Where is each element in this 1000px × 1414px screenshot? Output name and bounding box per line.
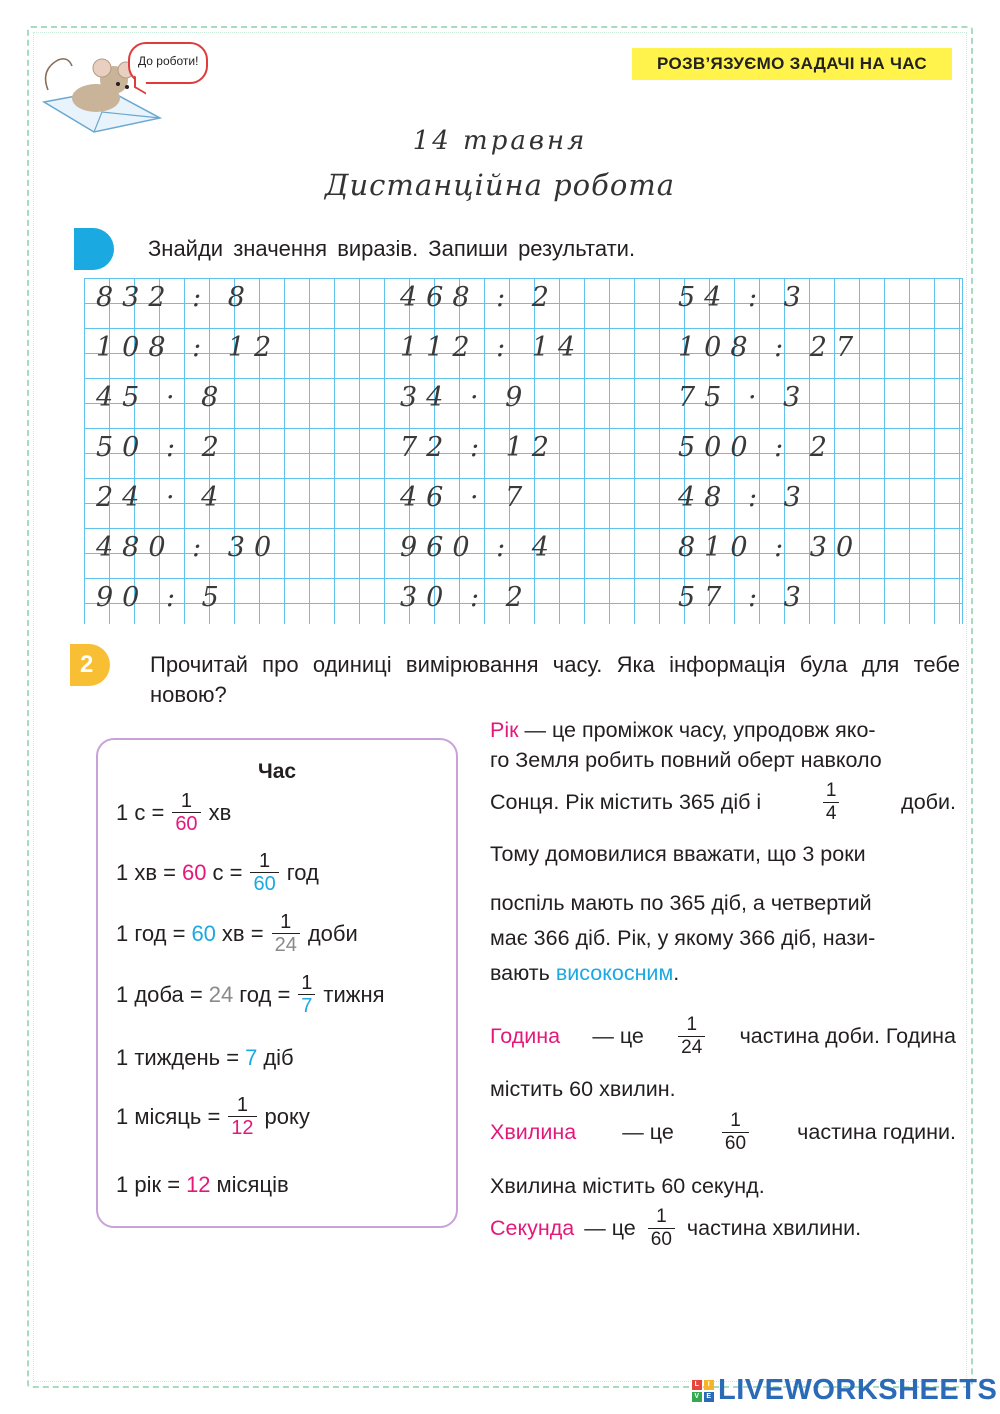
logo-mark-icon: L I V E xyxy=(692,1380,714,1402)
expression: 112 : 14 xyxy=(400,332,585,363)
expression: 72 : 12 xyxy=(400,432,558,463)
expression: 46 · 7 xyxy=(400,482,532,513)
minute-term: Хвилина xyxy=(490,1120,577,1144)
time-row: 1 рік = 12 місяців xyxy=(116,1172,289,1197)
fraction: $\frac{1}{60}$ xyxy=(250,850,278,895)
year-paragraph-line: Рік — це проміжок часу, упродовж яко- xyxy=(490,718,876,742)
expression: 24 · 4 xyxy=(96,482,228,513)
time-row: 1 місяць = $\frac{1}{12}$ року xyxy=(116,1094,310,1139)
expression: 34 · 9 xyxy=(400,382,532,413)
box-title: Час xyxy=(257,760,297,783)
fraction: $\frac{1}{4}$ xyxy=(823,780,840,825)
hour-paragraph-line: Година — це $\frac{1}{24}$ частина доби. Година xyxy=(490,1014,956,1058)
second-paragraph-line: Секунда — це $\frac{1}{60}$ частина хвилини. xyxy=(490,1206,862,1250)
hour-paragraph-line: містить 60 хвилин. xyxy=(490,1077,676,1101)
time-units-box xyxy=(96,738,458,1228)
year-paragraph-line: має 366 діб. Рік, у якому 366 діб, нази- xyxy=(490,926,876,950)
time-row: 1 хв = 60 с = $\frac{1}{60}$ год xyxy=(116,850,319,895)
fraction: $\frac{1}{7}$ xyxy=(298,972,315,1017)
fraction: $\frac{1}{24}$ xyxy=(272,911,300,956)
expression: 50 : 2 xyxy=(96,432,228,463)
year-paragraph-line: вають високосним . xyxy=(490,961,680,985)
expression: 30 : 2 xyxy=(400,582,532,613)
expression: 45 · 8 xyxy=(96,382,228,413)
task2-instruction: Прочитай про одиниці вимірювання часу. Яка інформація була для тебе новою? xyxy=(150,652,960,707)
fraction: $\frac{1}{12}$ xyxy=(228,1094,256,1139)
task1-instruction: Знайди значення виразів. Запиши результати. xyxy=(148,236,636,261)
time-row: 1 с = $\frac{1}{60}$ хв xyxy=(116,790,232,835)
expression: 48 : 3 xyxy=(678,482,810,513)
expression: 90 : 5 xyxy=(96,582,228,613)
year-paragraph-line: го Земля робить повний оберт навколо xyxy=(490,748,882,772)
squared-grid xyxy=(84,278,963,624)
task-number-1: 1 xyxy=(74,228,114,270)
section-title: РОЗВ’ЯЗУЄМО ЗАДАЧІ НА ЧАС xyxy=(632,48,952,80)
expression: 480 : 30 xyxy=(96,532,281,563)
speech-bubble: До роботи! xyxy=(128,42,208,84)
leap-year-term: високосним xyxy=(555,961,674,985)
year-paragraph-line: Сонця. Рік містить 365 діб і $\frac{1}{4}$ доби. xyxy=(490,780,956,824)
fraction: $\frac{1}{60}$ xyxy=(172,790,200,835)
minute-paragraph-line: Хвилина містить 60 секунд. xyxy=(490,1174,765,1198)
fraction: $\frac{1}{24}$ xyxy=(678,1014,705,1059)
time-row: 1 доба = 24 год = $\frac{1}{7}$ тижня xyxy=(116,972,385,1017)
year-term: Рік xyxy=(490,718,519,742)
expression: 468 : 2 xyxy=(400,282,558,313)
expression: 57 : 3 xyxy=(678,582,810,613)
expression: 810 : 30 xyxy=(678,532,863,563)
task-number-2: 2 xyxy=(70,644,110,686)
fraction: $\frac{1}{60}$ xyxy=(648,1206,675,1251)
fraction: $\frac{1}{60}$ xyxy=(722,1110,749,1155)
liveworksheets-logo[interactable]: L I V E LIVEWORKSHEETS xyxy=(692,1374,997,1407)
expression: 54 : 3 xyxy=(678,282,810,313)
subtitle-heading: Дистанційна робота xyxy=(324,168,676,202)
expression: 108 : 27 xyxy=(678,332,863,363)
year-paragraph-line: Тому домовилися вважати, що 3 роки xyxy=(490,842,866,866)
time-row: 1 тиждень = 7 діб xyxy=(116,1045,294,1070)
second-term: Секунда xyxy=(490,1216,575,1240)
expression: 75 · 3 xyxy=(678,382,810,413)
date-heading: 14 травня xyxy=(412,126,588,156)
minute-paragraph-line: Хвилина — це $\frac{1}{60}$ частина години. xyxy=(490,1110,956,1154)
year-paragraph-line: поспіль мають по 365 діб, а четвертий xyxy=(490,891,872,915)
expression: 960 : 4 xyxy=(400,532,558,563)
time-row: 1 год = 60 хв = $\frac{1}{24}$ доби xyxy=(116,911,358,956)
expression: 832 : 8 xyxy=(96,282,254,313)
expression: 500 : 2 xyxy=(678,432,836,463)
hour-term: Година xyxy=(490,1024,561,1048)
expression: 108 : 12 xyxy=(96,332,281,363)
